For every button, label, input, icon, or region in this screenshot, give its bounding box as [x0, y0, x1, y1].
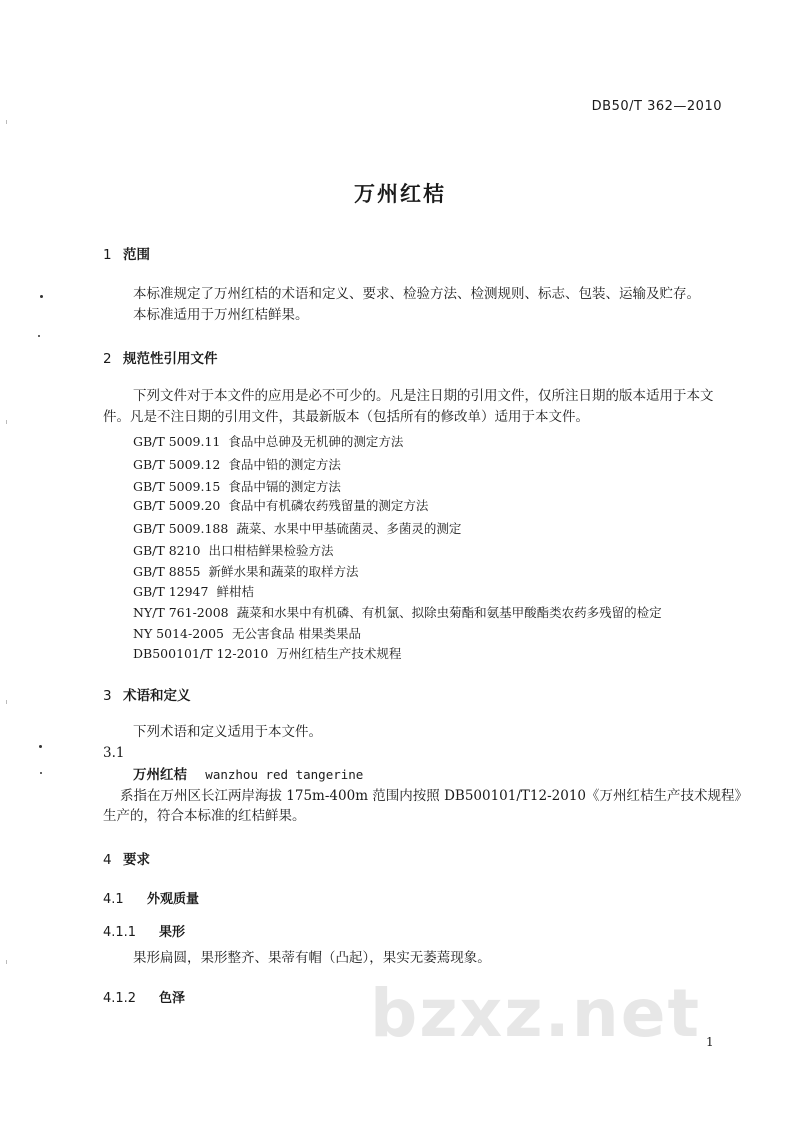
subsection-number: 4.1.2 — [103, 991, 137, 1006]
paragraph: 系指在万州区长江两岸海拔 175m-400m 范围内按照 DB500101/T12-2010《万州红桔生产技术规程》 — [120, 788, 748, 804]
reference-name: 无公害食品 柑果类果品 — [232, 626, 361, 641]
document-number: DB50/T 362—2010 — [591, 99, 722, 114]
reference-name: 食品中有机磷农药残留量的测定方法 — [228, 498, 429, 513]
reference-item — [133, 624, 361, 642]
subsection-heading-appearance — [103, 888, 199, 907]
reference-item — [133, 432, 403, 450]
reference-item — [133, 644, 401, 662]
reference-code: NY/T 761-2008 — [133, 605, 229, 620]
reference-code: DB500101/T 12-2010 — [133, 646, 269, 661]
paragraph: 件。凡是不注日期的引用文件，其最新版本（包括所有的修改单）适用于本文件。 — [103, 409, 589, 425]
reference-name: 食品中镉的测定方法 — [228, 479, 341, 494]
reference-code: GB/T 5009.11 — [133, 434, 221, 449]
section-title: 要求 — [123, 852, 150, 868]
subsection-title: 色泽 — [159, 991, 186, 1006]
reference-item — [133, 582, 254, 600]
reference-code: GB/T 8855 — [133, 564, 201, 579]
paragraph: 果形扁圆，果形整齐、果蒂有帽（凸起），果实无萎蔫现象。 — [133, 950, 491, 966]
reference-code: GB/T 5009.188 — [133, 521, 229, 536]
section-title: 术语和定义 — [123, 688, 191, 704]
section-heading-requirements — [103, 848, 150, 868]
scan-speck — [6, 960, 7, 964]
reference-item — [133, 519, 461, 537]
section-number: 2 — [103, 351, 112, 367]
reference-item — [133, 496, 428, 514]
scan-speck — [38, 335, 40, 337]
paragraph: 本标准适用于万州红桔鲜果。 — [133, 307, 309, 323]
scan-speck — [6, 420, 7, 424]
section-number: 1 — [103, 247, 112, 263]
reference-code: GB/T 5009.12 — [133, 457, 221, 472]
reference-name: 鲜柑桔 — [216, 584, 254, 599]
page-title: 万州红桔 — [354, 182, 446, 206]
section-number: 4 — [103, 852, 112, 868]
page-number: 1 — [706, 1035, 714, 1049]
reference-item — [133, 603, 662, 621]
scan-speck — [40, 772, 42, 774]
paragraph: 本标准规定了万州红桔的术语和定义、要求、检验方法、检测规则、标志、包装、运输及贮存。 — [133, 286, 700, 302]
section-title: 范围 — [123, 247, 150, 263]
reference-code: GB/T 8210 — [133, 543, 201, 558]
subsection-title: 外观质量 — [147, 892, 200, 907]
scan-speck — [39, 745, 42, 748]
reference-name: 食品中铅的测定方法 — [228, 457, 341, 472]
paragraph: 下列文件对于本文件的应用是必不可少的。凡是注日期的引用文件，仅所注日期的版本适用于本文 — [133, 388, 714, 404]
subsection-heading-color — [103, 987, 185, 1006]
reference-name: 蔬菜、水果中甲基硫菌灵、多菌灵的测定 — [236, 521, 462, 536]
paragraph: 生产的，符合本标准的红桔鲜果。 — [103, 808, 306, 824]
reference-item — [133, 562, 359, 580]
reference-code: GB/T 5009.20 — [133, 498, 221, 513]
section-heading-references — [103, 347, 218, 367]
term-number: 3.1 — [103, 745, 125, 761]
reference-name: 蔬菜和水果中有机磷、有机氯、拟除虫菊酯和氨基甲酸酯类农药多残留的检定 — [236, 605, 662, 620]
reference-item — [133, 477, 341, 495]
scan-speck — [6, 120, 7, 124]
reference-code: GB/T 12947 — [133, 584, 209, 599]
reference-code: NY 5014-2005 — [133, 626, 225, 641]
scan-speck — [40, 295, 43, 298]
reference-item — [133, 541, 334, 559]
section-heading-scope — [103, 243, 150, 263]
paragraph: 下列术语和定义适用于本文件。 — [133, 724, 322, 740]
term-chinese: 万州红桔 — [133, 767, 187, 783]
reference-name: 新鲜水果和蔬菜的取样方法 — [208, 564, 359, 579]
section-title: 规范性引用文件 — [123, 351, 218, 367]
term-entry — [133, 764, 363, 786]
term-english: wanzhou red tangerine — [205, 767, 364, 782]
reference-name: 食品中总砷及无机砷的测定方法 — [228, 434, 404, 449]
section-heading-terms — [103, 684, 191, 704]
subsection-heading-fruit-shape — [103, 921, 185, 940]
watermark: bzxz.net — [370, 975, 702, 1052]
reference-code: GB/T 5009.15 — [133, 479, 221, 494]
subsection-number: 4.1 — [103, 892, 124, 907]
subsection-number: 4.1.1 — [103, 925, 137, 940]
reference-item — [133, 455, 341, 473]
reference-name: 万州红桔生产技术规程 — [276, 646, 402, 661]
scan-speck — [6, 700, 7, 704]
subsection-title: 果形 — [159, 925, 186, 940]
reference-name: 出口柑桔鲜果检验方法 — [208, 543, 334, 558]
section-number: 3 — [103, 688, 112, 704]
